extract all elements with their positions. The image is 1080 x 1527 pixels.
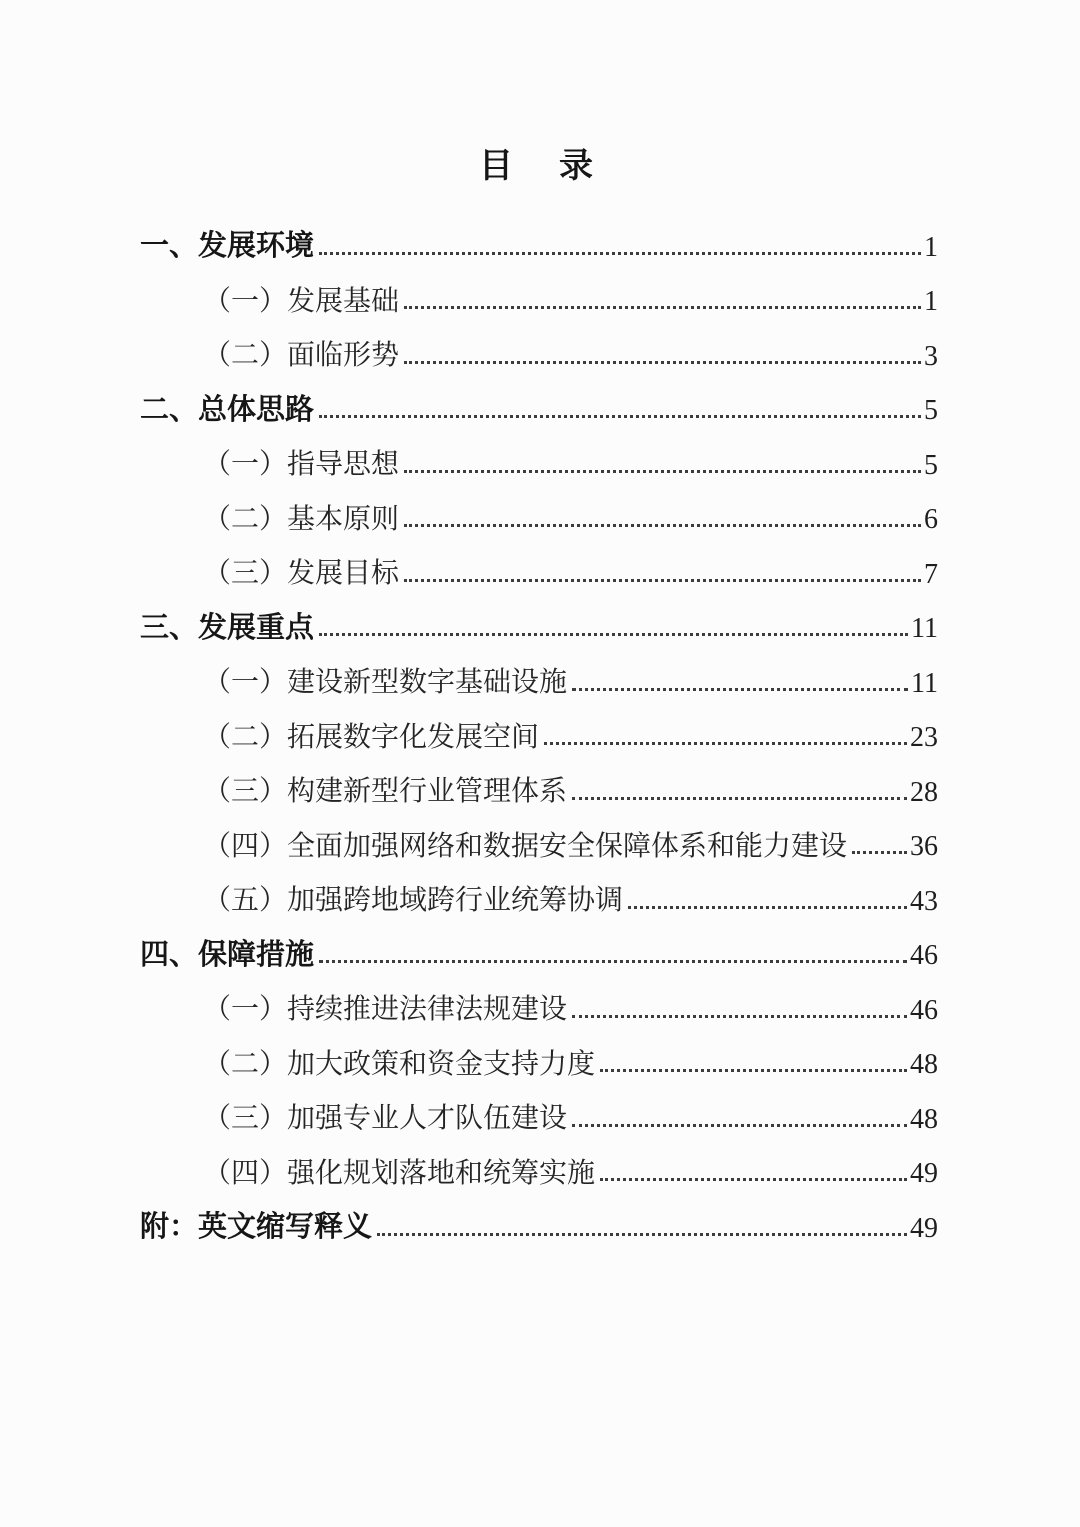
toc-entry-label: （三）构建新型行业管理体系 (203, 776, 568, 808)
toc-entry (140, 649, 938, 704)
toc-entry-label: 四、保障措施 (140, 938, 315, 971)
toc-entry-page-number: 48 (910, 1049, 938, 1081)
table-of-contents (140, 213, 938, 1249)
toc-entry-label: （三）发展目标 (203, 558, 400, 590)
toc-entry-label: （一）指导思想 (203, 449, 400, 481)
toc-entry-page-number: 5 (924, 395, 938, 427)
dot-leader (628, 906, 907, 909)
dot-leader (544, 742, 907, 745)
toc-entry-label: （四）全面加强网络和数据安全保障体系和能力建设 (203, 830, 848, 862)
toc-entry (140, 867, 938, 922)
toc-entry (140, 1140, 938, 1195)
toc-entry-label: 三、发展重点 (140, 611, 315, 644)
dot-leader (600, 1069, 907, 1072)
toc-entry (140, 540, 938, 595)
dot-leader (319, 633, 908, 636)
toc-entry-page-number: 28 (910, 776, 938, 808)
toc-entry (140, 486, 938, 541)
toc-entry (140, 1085, 938, 1140)
toc-entry (140, 322, 938, 377)
toc-entry-page-number: 11 (911, 613, 938, 645)
dot-leader (404, 524, 921, 527)
toc-entry-label: （二）拓展数字化发展空间 (203, 721, 540, 753)
dot-leader (404, 306, 921, 309)
toc-entry-page-number: 1 (924, 231, 938, 263)
toc-entry-label: （三）加强专业人才队伍建设 (203, 1103, 568, 1135)
toc-entry-page-number: 49 (910, 1158, 938, 1190)
dot-leader (319, 960, 907, 963)
toc-entry-label: 二、总体思路 (140, 393, 315, 426)
toc-entry (140, 922, 938, 977)
dot-leader (600, 1178, 907, 1181)
toc-entry (140, 377, 938, 432)
dot-leader (319, 415, 921, 418)
toc-entry-page-number: 11 (911, 667, 938, 699)
dot-leader (319, 252, 921, 255)
toc-entry (140, 1194, 938, 1249)
page-title: 目 录 (479, 147, 599, 185)
toc-entry-page-number: 6 (924, 504, 938, 536)
toc-entry-page-number: 36 (910, 831, 938, 863)
toc-entry-label: （二）基本原则 (203, 503, 400, 535)
toc-entry-page-number: 5 (924, 449, 938, 481)
toc-entry-label: 一、发展环境 (140, 230, 315, 263)
toc-entry-label: （五）加强跨地域跨行业统筹协调 (203, 885, 624, 917)
toc-entry-label: （一）持续推进法律法规建设 (203, 994, 568, 1026)
toc-entry (140, 704, 938, 759)
toc-entry-label: （四）强化规划落地和统筹实施 (203, 1157, 596, 1189)
dot-leader (572, 688, 908, 691)
toc-entry (140, 213, 938, 268)
dot-leader (404, 579, 921, 582)
toc-entry-label: （二）面临形势 (203, 340, 400, 372)
toc-entry-page-number: 43 (910, 885, 938, 917)
toc-entry (140, 813, 938, 868)
dot-leader (404, 470, 921, 473)
toc-entry-page-number: 7 (924, 558, 938, 590)
toc-entry-label: （二）加大政策和资金支持力度 (203, 1048, 596, 1080)
toc-entry-page-number: 48 (910, 1103, 938, 1135)
toc-entry-page-number: 46 (910, 940, 938, 972)
toc-entry-page-number: 23 (910, 722, 938, 754)
toc-entry-page-number: 1 (924, 286, 938, 318)
dot-leader (572, 1015, 907, 1018)
dot-leader (852, 851, 907, 854)
toc-entry-label: 附：英文缩写释义 (140, 1211, 373, 1244)
toc-entry-label: （一）发展基础 (203, 285, 400, 317)
toc-entry (140, 1031, 938, 1086)
toc-entry-page-number: 49 (910, 1212, 938, 1244)
toc-entry (140, 595, 938, 650)
dot-leader (377, 1233, 907, 1236)
toc-entry-label: （一）建设新型数字基础设施 (203, 667, 568, 699)
toc-entry (140, 431, 938, 486)
toc-entry (140, 758, 938, 813)
toc-entry (140, 268, 938, 323)
toc-entry-page-number: 3 (924, 340, 938, 372)
toc-entry-page-number: 46 (910, 994, 938, 1026)
dot-leader (572, 797, 907, 800)
toc-entry (140, 976, 938, 1031)
dot-leader (404, 361, 921, 364)
dot-leader (572, 1124, 907, 1127)
